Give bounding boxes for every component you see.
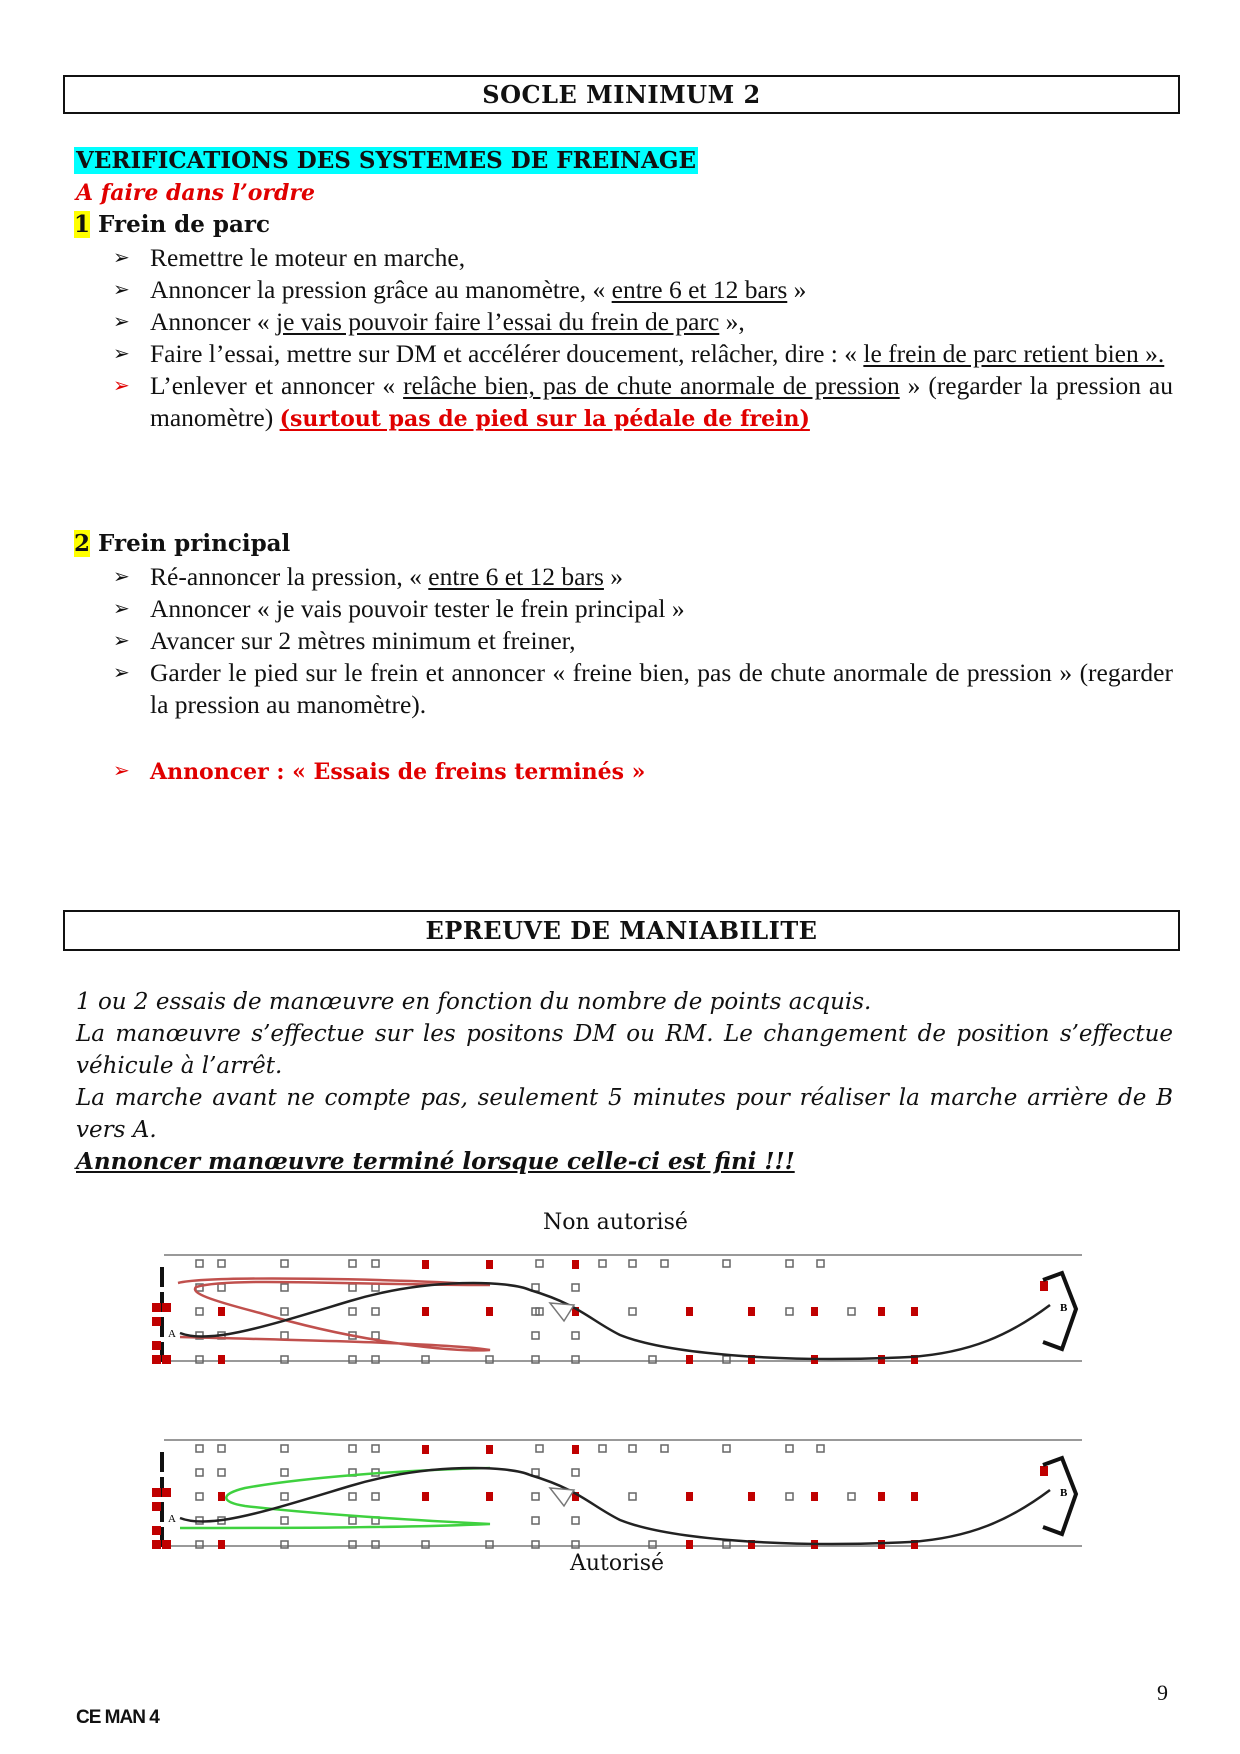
step-number: 1 — [74, 211, 91, 238]
section-title-text: SOCLE MINIMUM 2 — [482, 80, 761, 109]
paragraph: La marche avant ne compte pas, seulement 5 minutes pour réaliser la marche arrière de B vers A. — [76, 1085, 1173, 1143]
paragraph: 1 ou 2 essais de manœuvre en fonction du nombre de points acquis. — [76, 989, 872, 1015]
direction-arrow-icon — [550, 1488, 574, 1506]
arrow-bullet-icon: ➢ — [113, 662, 130, 684]
arrow-bullet-icon: ➢ — [113, 247, 130, 269]
maneuver-diagram-allowed — [150, 1430, 1090, 1555]
svg-text:B: B — [1060, 1487, 1068, 1499]
diagram-label-not-allowed: Non autorisé — [543, 1210, 688, 1235]
step1-heading — [74, 211, 270, 238]
arrow-bullet-icon: ➢ — [113, 598, 130, 620]
list-item: ➢ Garder le pied sur le frein et annoncer « freine bien, pas de chute anormale de pression » (regarder la pression au manomètre). — [113, 658, 1173, 719]
step2-heading — [74, 530, 290, 557]
warning-text: (surtout pas de pied sur la pédale de frein) — [279, 406, 810, 432]
arrow-bullet-icon: ➢ — [113, 630, 130, 652]
paragraph: La manœuvre s’effectue sur les positons DM ou RM. Le changement de position s’effectue véhicule à l’arrêt. — [76, 1021, 1173, 1079]
maniabilite-text — [76, 986, 1173, 1178]
heading-verifications: VERIFICATIONS DES SYSTEMES DE FREINAGE — [76, 147, 697, 174]
list-item: ➢ Annoncer : « Essais de freins terminés » — [113, 755, 1173, 788]
list-item: ➢ Annoncer la pression grâce au manomètre, « entre 6 et 12 bars » — [113, 275, 807, 304]
list-item: ➢ Avancer sur 2 mètres minimum et freiner, — [113, 626, 576, 655]
footer-code: CE MAN 4 — [76, 1707, 159, 1728]
page-number: 9 — [1157, 1680, 1168, 1705]
svg-text:A: A — [168, 1328, 176, 1340]
svg-text:A: A — [168, 1513, 176, 1525]
step-number: 2 — [74, 530, 91, 557]
section-title-socle — [63, 75, 1180, 114]
subheading-order: A faire dans l’ordre — [76, 180, 315, 206]
list-item: ➢ Faire l’essai, mettre sur DM et accélérer doucement, relâcher, dire : « le frein de parc retient bien ». — [113, 339, 1165, 368]
final-announcement — [113, 755, 1173, 788]
list-item: ➢ Remettre le moteur en marche, — [113, 243, 466, 272]
step-title: Frein de parc — [98, 211, 271, 238]
list-item: ➢ Annoncer « je vais pouvoir tester le frein principal » — [113, 594, 685, 623]
list-item: ➢ L’enlever et annoncer « relâche bien, pas de chute anormale de pression » (regarder la pression au manomètre) (surtout pas de pied sur la pédale de frein) — [113, 371, 1173, 432]
arrow-bullet-icon: ➢ — [113, 760, 130, 782]
list-item: ➢ Annoncer « je vais pouvoir faire l’essai du frein de parc », — [113, 307, 745, 336]
arrow-bullet-icon: ➢ — [113, 279, 130, 301]
section-title-maniabilite — [63, 910, 1180, 951]
svg-text:B: B — [1060, 1302, 1068, 1314]
arrow-bullet-icon: ➢ — [113, 343, 130, 365]
step1-list — [113, 242, 1173, 435]
emphasis-text: Annoncer manœuvre terminé lorsque celle-ci est fini !!! — [76, 1148, 795, 1175]
maneuver-diagram-not-allowed — [150, 1245, 1090, 1370]
list-item: ➢ Ré-annoncer la pression, « entre 6 et 12 bars » — [113, 562, 624, 591]
arrow-bullet-icon: ➢ — [113, 566, 130, 588]
diagram-label-allowed: Autorisé — [570, 1551, 665, 1576]
step2-list — [113, 561, 1173, 721]
arrow-bullet-icon: ➢ — [113, 375, 130, 397]
direction-arrow-icon — [550, 1303, 574, 1321]
step-title: Frein principal — [98, 530, 291, 557]
arrow-bullet-icon: ➢ — [113, 311, 130, 333]
section-title-text: EPREUVE DE MANIABILITE — [425, 916, 818, 945]
